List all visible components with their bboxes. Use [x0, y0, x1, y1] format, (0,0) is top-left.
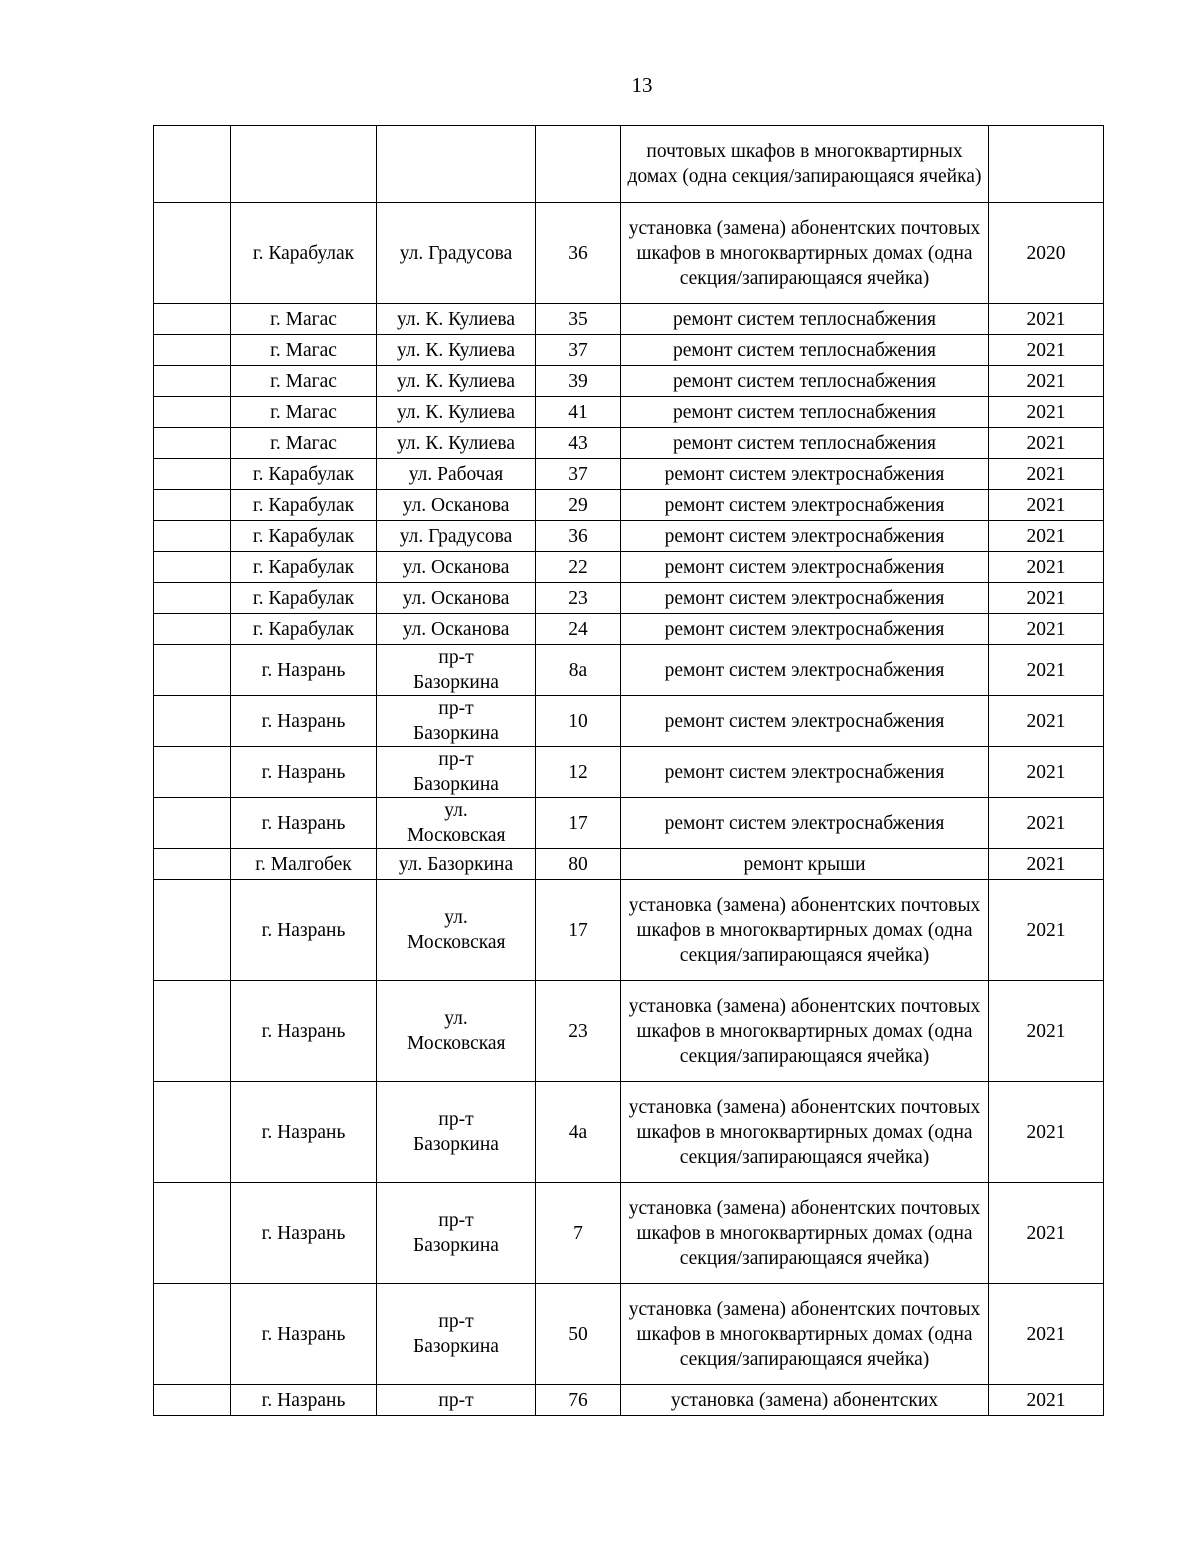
cell-city: г. Магас: [231, 335, 377, 366]
cell-work: ремонт систем теплоснабжения: [621, 304, 989, 335]
cell-house: 7: [536, 1183, 621, 1284]
cell-work: ремонт систем электроснабжения: [621, 459, 989, 490]
table-row: [154, 203, 1104, 304]
cell-work: ремонт систем теплоснабжения: [621, 428, 989, 459]
cell-city: г. Малгобек: [231, 849, 377, 880]
cell-street: пр-т: [377, 1385, 536, 1416]
cell-No: [154, 552, 231, 583]
cell-house: 12: [536, 747, 621, 798]
cell-No: [154, 614, 231, 645]
cell-house: 8а: [536, 645, 621, 696]
table-row: [154, 981, 1104, 1082]
table-row: [154, 428, 1104, 459]
cell-house: 43: [536, 428, 621, 459]
cell-work: ремонт систем электроснабжения: [621, 798, 989, 849]
cell-house: 4а: [536, 1082, 621, 1183]
cell-year: 2021: [989, 1082, 1104, 1183]
cell-street: пр-т Базоркина: [377, 1183, 536, 1284]
cell-street: ул. Градусова: [377, 203, 536, 304]
cell-year: 2021: [989, 1385, 1104, 1416]
cell-city: г. Назрань: [231, 880, 377, 981]
cell-city: г. Назрань: [231, 696, 377, 747]
cell-street: ул. Рабочая: [377, 459, 536, 490]
cell-city: г. Магас: [231, 366, 377, 397]
cell-work: ремонт систем электроснабжения: [621, 747, 989, 798]
cell-year: 2021: [989, 1183, 1104, 1284]
table-row: [154, 1385, 1104, 1416]
cell-work: установка (замена) абонентских: [621, 1385, 989, 1416]
table-row: [154, 1284, 1104, 1385]
cell-work: ремонт систем электроснабжения: [621, 583, 989, 614]
cell-year: 2021: [989, 981, 1104, 1082]
cell-year: [989, 126, 1104, 203]
cell-street: пр-т Базоркина: [377, 696, 536, 747]
cell-street: ул. Осканова: [377, 583, 536, 614]
cell-street: пр-т Базоркина: [377, 747, 536, 798]
cell-house: 24: [536, 614, 621, 645]
cell-No: [154, 366, 231, 397]
cell-street: пр-т Базоркина: [377, 645, 536, 696]
cell-year: 2021: [989, 849, 1104, 880]
table-row: [154, 747, 1104, 798]
cell-year: 2021: [989, 614, 1104, 645]
cell-No: [154, 335, 231, 366]
cell-No: [154, 798, 231, 849]
table-row: [154, 126, 1104, 203]
cell-city: г. Назрань: [231, 645, 377, 696]
cell-house: 36: [536, 203, 621, 304]
cell-year: 2021: [989, 645, 1104, 696]
table-row: [154, 849, 1104, 880]
cell-work: установка (замена) абонентских почтовых шкафов в многоквартирных домах (одна секция/запирающаяся ячейка): [621, 981, 989, 1082]
cell-city: г. Магас: [231, 304, 377, 335]
cell-No: [154, 981, 231, 1082]
cell-city: г. Карабулак: [231, 552, 377, 583]
cell-work: установка (замена) абонентских почтовых шкафов в многоквартирных домах (одна секция/запирающаяся ячейка): [621, 1183, 989, 1284]
cell-city: г. Магас: [231, 397, 377, 428]
cell-No: [154, 490, 231, 521]
cell-work: ремонт систем теплоснабжения: [621, 335, 989, 366]
cell-No: [154, 696, 231, 747]
cell-No: [154, 126, 231, 203]
cell-city: г. Карабулак: [231, 490, 377, 521]
cell-year: 2021: [989, 459, 1104, 490]
cell-city: г. Карабулак: [231, 459, 377, 490]
cell-year: 2021: [989, 696, 1104, 747]
table-row: [154, 645, 1104, 696]
cell-year: 2021: [989, 521, 1104, 552]
cell-street: ул. Градусова: [377, 521, 536, 552]
cell-city: г. Назрань: [231, 1183, 377, 1284]
cell-No: [154, 203, 231, 304]
cell-No: [154, 583, 231, 614]
cell-work: ремонт систем электроснабжения: [621, 696, 989, 747]
cell-No: [154, 304, 231, 335]
cell-street: пр-т Базоркина: [377, 1082, 536, 1183]
cell-house: 23: [536, 981, 621, 1082]
table-row: [154, 798, 1104, 849]
cell-year: 2021: [989, 335, 1104, 366]
cell-house: 17: [536, 798, 621, 849]
table-row: [154, 490, 1104, 521]
cell-No: [154, 849, 231, 880]
cell-house: 29: [536, 490, 621, 521]
cell-house: 17: [536, 880, 621, 981]
cell-city: г. Карабулак: [231, 583, 377, 614]
table-row: [154, 304, 1104, 335]
cell-city: г. Карабулак: [231, 614, 377, 645]
table-row: [154, 614, 1104, 645]
cell-house: 23: [536, 583, 621, 614]
cell-city: г. Назрань: [231, 798, 377, 849]
cell-house: 50: [536, 1284, 621, 1385]
cell-city: г. Магас: [231, 428, 377, 459]
table-row: [154, 1082, 1104, 1183]
cell-house: 39: [536, 366, 621, 397]
cell-street: ул. Осканова: [377, 490, 536, 521]
cell-city: г. Назрань: [231, 1082, 377, 1183]
cell-street: ул. Московская: [377, 981, 536, 1082]
table-row: [154, 459, 1104, 490]
cell-year: 2021: [989, 428, 1104, 459]
cell-work: установка (замена) абонентских почтовых шкафов в многоквартирных домах (одна секция/запирающаяся ячейка): [621, 1284, 989, 1385]
cell-year: 2021: [989, 304, 1104, 335]
cell-No: [154, 1183, 231, 1284]
cell-No: [154, 521, 231, 552]
table-row: [154, 366, 1104, 397]
cell-work: ремонт систем электроснабжения: [621, 521, 989, 552]
cell-No: [154, 1284, 231, 1385]
cell-street: ул. К. Кулиева: [377, 304, 536, 335]
cell-street: ул. Базоркина: [377, 849, 536, 880]
cell-city: [231, 126, 377, 203]
cell-year: 2021: [989, 397, 1104, 428]
cell-work: установка (замена) абонентских почтовых шкафов в многоквартирных домах (одна секция/запирающаяся ячейка): [621, 880, 989, 981]
cell-work: почтовых шкафов в многоквартирных домах (одна секция/запирающаяся ячейка): [621, 126, 989, 203]
cell-city: г. Назрань: [231, 1385, 377, 1416]
cell-street: [377, 126, 536, 203]
cell-street: ул. К. Кулиева: [377, 366, 536, 397]
cell-house: 80: [536, 849, 621, 880]
table-row: [154, 397, 1104, 428]
table-row: [154, 335, 1104, 366]
cell-year: 2021: [989, 490, 1104, 521]
cell-year: 2021: [989, 552, 1104, 583]
cell-year: 2021: [989, 747, 1104, 798]
cell-house: 35: [536, 304, 621, 335]
cell-house: 76: [536, 1385, 621, 1416]
cell-year: 2021: [989, 583, 1104, 614]
cell-street: ул. К. Кулиева: [377, 335, 536, 366]
cell-No: [154, 1082, 231, 1183]
cell-street: ул. Московская: [377, 880, 536, 981]
cell-city: г. Назрань: [231, 981, 377, 1082]
cell-street: ул. Осканова: [377, 552, 536, 583]
cell-work: ремонт крыши: [621, 849, 989, 880]
cell-street: ул. К. Кулиева: [377, 397, 536, 428]
cell-No: [154, 1385, 231, 1416]
cell-No: [154, 645, 231, 696]
cell-No: [154, 880, 231, 981]
table-row: [154, 880, 1104, 981]
cell-No: [154, 428, 231, 459]
table-body: [154, 126, 1104, 1416]
repair-schedule-table: [153, 125, 1104, 1416]
cell-city: г. Назрань: [231, 1284, 377, 1385]
cell-work: ремонт систем электроснабжения: [621, 645, 989, 696]
cell-work: ремонт систем электроснабжения: [621, 552, 989, 583]
cell-year: 2020: [989, 203, 1104, 304]
cell-year: 2021: [989, 366, 1104, 397]
cell-No: [154, 397, 231, 428]
cell-city: г. Карабулак: [231, 203, 377, 304]
cell-No: [154, 459, 231, 490]
cell-street: пр-т Базоркина: [377, 1284, 536, 1385]
cell-year: 2021: [989, 1284, 1104, 1385]
table-row: [154, 521, 1104, 552]
cell-street: ул. Московская: [377, 798, 536, 849]
cell-street: ул. К. Кулиева: [377, 428, 536, 459]
cell-house: 37: [536, 335, 621, 366]
cell-work: ремонт систем теплоснабжения: [621, 366, 989, 397]
table-row: [154, 583, 1104, 614]
cell-house: [536, 126, 621, 203]
cell-house: 10: [536, 696, 621, 747]
cell-work: ремонт систем электроснабжения: [621, 490, 989, 521]
table-row: [154, 1183, 1104, 1284]
cell-house: 22: [536, 552, 621, 583]
cell-city: г. Назрань: [231, 747, 377, 798]
page-number: 13: [631, 73, 653, 97]
table-row: [154, 696, 1104, 747]
cell-year: 2021: [989, 880, 1104, 981]
cell-work: установка (замена) абонентских почтовых шкафов в многоквартирных домах (одна секция/запирающаяся ячейка): [621, 203, 989, 304]
cell-work: ремонт систем теплоснабжения: [621, 397, 989, 428]
cell-house: 41: [536, 397, 621, 428]
cell-No: [154, 747, 231, 798]
cell-house: 36: [536, 521, 621, 552]
cell-house: 37: [536, 459, 621, 490]
cell-street: ул. Осканова: [377, 614, 536, 645]
cell-work: ремонт систем электроснабжения: [621, 614, 989, 645]
cell-year: 2021: [989, 798, 1104, 849]
cell-city: г. Карабулак: [231, 521, 377, 552]
cell-work: установка (замена) абонентских почтовых шкафов в многоквартирных домах (одна секция/запирающаяся ячейка): [621, 1082, 989, 1183]
table-row: [154, 552, 1104, 583]
